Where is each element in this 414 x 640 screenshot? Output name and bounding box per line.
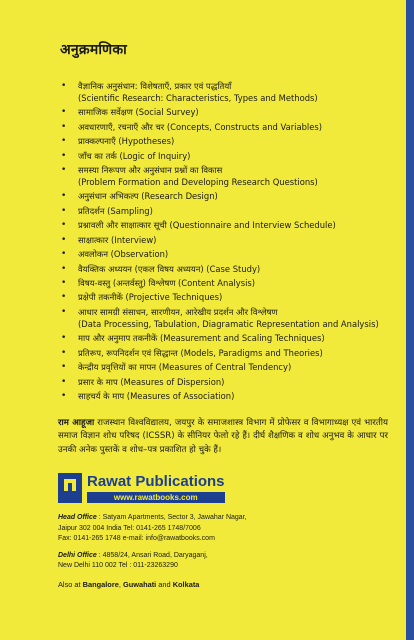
bullet-icon: • bbox=[61, 107, 67, 118]
bullet-icon: • bbox=[61, 278, 67, 288]
bullet-icon: • bbox=[61, 306, 67, 317]
head-office-label: Head Office bbox=[58, 514, 97, 522]
contents-item bbox=[58, 165, 388, 188]
bullet-icon: • bbox=[61, 263, 67, 274]
delhi-office-label: Delhi Office bbox=[58, 551, 97, 559]
contents-item-title: जाँच का तर्क (Logic of Inquiry) bbox=[78, 150, 191, 161]
bullet-icon: • bbox=[61, 121, 67, 132]
contents-item-title: प्रतिरूप, रूपनिदर्शन एवं सिद्धान्त (Models, Paradigms and Theories) bbox=[78, 347, 323, 358]
also-at-prefix: Also at bbox=[58, 579, 81, 589]
bullet-icon: • bbox=[61, 81, 67, 91]
also-at-line bbox=[58, 580, 388, 589]
contents-item bbox=[58, 122, 388, 134]
delhi-office-line1: : 4858/24, Ansari Road, Daryaganj, bbox=[98, 551, 208, 559]
bullet-icon: • bbox=[61, 165, 67, 176]
publisher-logo-icon bbox=[58, 473, 82, 503]
bullet-icon: • bbox=[61, 390, 67, 401]
contents-item-title: विषय-वस्तु (अन्तर्वस्तु) विश्लेषण (Content Analysis) bbox=[78, 278, 256, 288]
spine-strip bbox=[406, 0, 414, 640]
bullet-icon: • bbox=[61, 347, 67, 358]
contents-item bbox=[58, 264, 388, 276]
contents-item-title: अनुसंधान अभिकल्प (Research Design) bbox=[78, 191, 218, 202]
contents-item bbox=[58, 362, 388, 374]
contents-item-title: माप और अनुमाप तकनीकें (Measurement and Scaling Techniques) bbox=[78, 333, 325, 344]
contents-item bbox=[58, 151, 388, 163]
bullet-icon: • bbox=[61, 292, 67, 303]
head-office-line2: Jaipur 302 004 India Tel: 0141-265 1748/7006 bbox=[58, 524, 201, 532]
contents-item bbox=[58, 307, 388, 330]
contents-item bbox=[58, 391, 388, 403]
contents-item-title: साक्षात्कार (Interview) bbox=[78, 234, 157, 245]
contents-item bbox=[58, 333, 388, 345]
contents-item-title: समस्या निरूपण और अनुसंधान प्रश्नों का विकास bbox=[78, 165, 223, 176]
bullet-icon: • bbox=[61, 136, 67, 147]
author-name: राम आहूजा bbox=[58, 417, 95, 428]
contents-item bbox=[58, 278, 388, 290]
bullet-icon: • bbox=[61, 191, 67, 202]
contents-item-title: वैज्ञानिक अनुसंधान: विशेषताएँ, प्रकार एवं पद्धतियाँ bbox=[78, 81, 232, 91]
publisher-url: www.rawatbooks.com bbox=[87, 492, 225, 503]
head-office-line3: Fax: 0141-265 1748 e-mail: info@rawatbooks.com bbox=[58, 535, 215, 543]
publisher-logo bbox=[58, 473, 388, 503]
contents-item-title: आधार सामग्री संसाधन, सारणीयन, आरेखीय प्रदर्शन और विश्लेषण bbox=[78, 306, 278, 317]
publisher-addresses bbox=[58, 513, 388, 572]
contents-item-title: अवलोकन (Observation) bbox=[78, 249, 169, 260]
contents-item-title: प्रक्षेपी तकनीकें (Projective Techniques) bbox=[78, 292, 223, 303]
also-at-and: and bbox=[158, 579, 171, 589]
contents-item bbox=[58, 377, 388, 389]
contents-item bbox=[58, 107, 388, 119]
also-at-city: Guwahati bbox=[122, 579, 157, 589]
contents-item bbox=[58, 249, 388, 261]
head-office bbox=[58, 513, 388, 545]
contents-item-subtitle: (Data Processing, Tabulation, Diagramatic Representation and Analysis) bbox=[78, 318, 379, 329]
also-at-city: Kolkata bbox=[172, 579, 200, 589]
also-at-separator: , bbox=[118, 579, 121, 589]
bullet-icon: • bbox=[61, 362, 67, 373]
bullet-icon: • bbox=[61, 205, 67, 216]
contents-item-title: प्रतिदर्शन (Sampling) bbox=[78, 205, 153, 216]
publisher-block bbox=[58, 473, 388, 589]
contents-item bbox=[58, 292, 388, 304]
contents-item-title: सामाजिक सर्वेक्षण (Social Survey) bbox=[78, 107, 199, 118]
back-cover-content bbox=[58, 40, 388, 589]
contents-item bbox=[58, 348, 388, 360]
contents-item bbox=[58, 136, 388, 148]
bullet-icon: • bbox=[61, 220, 67, 231]
author-bio bbox=[58, 417, 388, 458]
contents-item-title: प्राक्कल्पनाएँ (Hypotheses) bbox=[78, 136, 175, 147]
contents-item-title: अवधारणाएँ, रचनाएँ और चर (Concepts, Constructs and Variables) bbox=[78, 121, 323, 132]
head-office-line1: : Satyam Apartments, Sector 3, Jawahar Nagar, bbox=[98, 514, 247, 522]
contents-item bbox=[58, 81, 388, 104]
contents-item-title: वैयक्तिक अध्ययन (एकल विषय अध्ययन) (Case Study) bbox=[78, 263, 261, 274]
publisher-name: Rawat Publications bbox=[87, 473, 225, 491]
bullet-icon: • bbox=[61, 150, 67, 161]
author-bio-text: राजस्थान विश्वविद्यालय, जयपुर के समाजशास्त्र विभाग में प्रोफेसर व विभागाध्यक्ष एवं भारतीय समाज विज्ञान शोध परिषद (ICSSR) के सीनियर फेलो रहे हैं। दीर्घ शैक्षणिक व शोध अनुभव के आधार पर उनकी अनेक पुस्तकें व शोध–पत्र प्रकाशित हो चुके हैं। bbox=[58, 417, 388, 455]
contents-list bbox=[58, 81, 388, 403]
also-at-city: Bangalore bbox=[82, 579, 119, 589]
contents-item-subtitle: (Scientific Research: Characteristics, Types and Methods) bbox=[78, 92, 318, 103]
bullet-icon: • bbox=[61, 333, 67, 344]
contents-item-title: प्रश्नावली और साक्षात्कार सूची (Questionnaire and Interview Schedule) bbox=[78, 220, 336, 231]
bullet-icon: • bbox=[61, 376, 67, 387]
delhi-office-line2: New Delhi 110 002 Tel : 011-23263290 bbox=[58, 562, 178, 570]
contents-item-subtitle: (Problem Formation and Developing Research Questions) bbox=[78, 176, 318, 187]
contents-item bbox=[58, 235, 388, 247]
contents-item-title: साहचर्य के माप (Measures of Association) bbox=[78, 390, 235, 401]
contents-item-title: केन्द्रीय प्रवृत्तियों का मापन (Measures of Central Tendency) bbox=[78, 362, 292, 373]
contents-item bbox=[58, 191, 388, 203]
bullet-icon: • bbox=[61, 234, 67, 245]
bullet-icon: • bbox=[61, 249, 67, 260]
delhi-office bbox=[58, 551, 388, 572]
contents-item-title: प्रसार के माप (Measures of Dispersion) bbox=[78, 376, 225, 387]
contents-heading: अनुक्रमणिका bbox=[60, 42, 127, 58]
contents-item bbox=[58, 220, 388, 232]
contents-item bbox=[58, 206, 388, 218]
